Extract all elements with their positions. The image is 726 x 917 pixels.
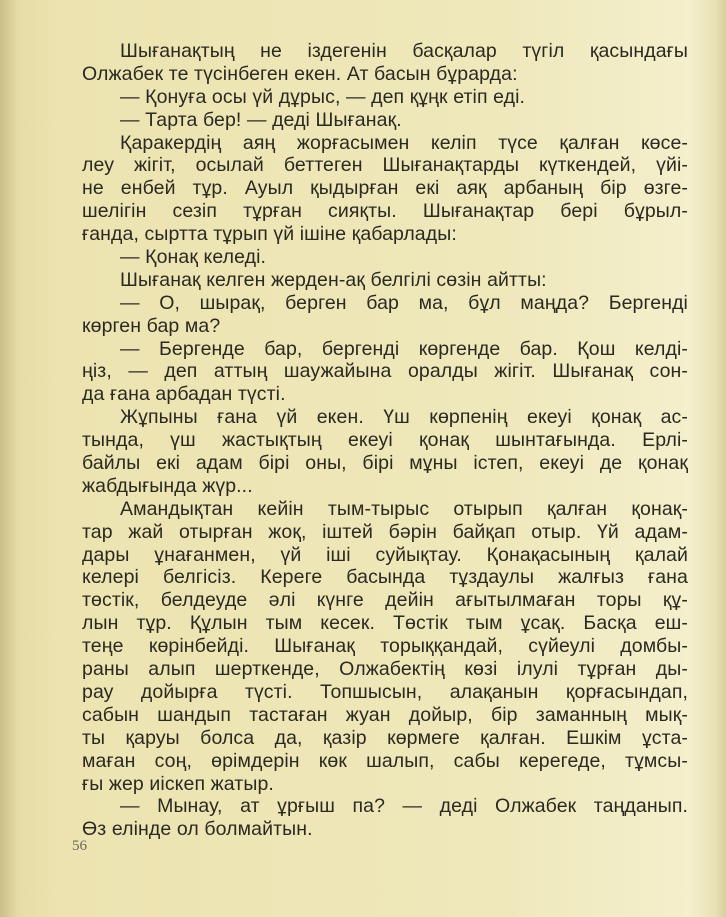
text-line: жабдығында жүр... [82,474,253,497]
text-line: Өз елінде ол болмайтын. [82,818,313,841]
text-line: не енбей тұр. Ауыл қыдырған екі аяқ арбаның бір өзге- [82,177,688,200]
text-line: маған соң, өрімдерін көк шалып, сабы керегеде, тұмсы- [82,749,688,772]
text-line: — Мынау, ат ұрғыш па? — деді Олжабек таңданып. [120,795,688,818]
text-line: келері белгісіз. Кереге басында тұздаулы жалғыз ғана [82,566,688,589]
text-line: дары ұнағанмен, үй іші суйықтау. Қонақасының қалай [82,543,688,566]
text-line: — Қонуға осы үй дұрыс, — деп құңк етіп еді. [120,85,526,108]
text-line: да ғана арбадан түсті. [82,383,286,406]
text-line: Қаракердің аяң жорғасымен келіп түсе қалған көсе- [120,131,688,154]
text-line: шелігін сезіп тұрған сияқты. Шығанақтар бері бұрыл- [82,200,688,223]
text-line: лын тұр. Құлын тым кесек. Төстік тым ұсақ. Басқа еш- [82,612,688,635]
text-line: тар жай отырған жоқ, іштей бәрін байқап отыр. Үй адам- [82,520,688,543]
text-line: Жұпыны ғана үй екен. Үш көрпенің екеуі қонақ ас- [120,406,688,429]
text-line: Шығанақтың не іздегенін басқалар түгіл қасындағы [120,40,688,62]
text-line: сабын шандып тастаған жуан дойыр, бір заманның мық- [82,703,688,726]
text-line: ғы жер иіскеп жатыр. [82,772,274,795]
text-line: — Қонақ келеді. [120,246,267,269]
text-line: Шығанақ келген жерден-ақ белгілі сөзін айтты: [120,268,547,291]
text-line: төстік, белдеуде әлі күнге дейін ағытылмаған торы құ- [82,589,688,612]
text-line: ғанда, сыртта тұрып үй ішіне қабарлады: [82,223,457,246]
page-body-text [82,40,688,841]
text-line: Амандықтан кейін тым-тырыс отырып қалған қонақ- [120,497,688,520]
text-line: байлы екі адам бірі оны, бірі мұны істеп, екеуі де қонақ [82,452,688,475]
text-line: рау дойырға түсті. Топшысын, алақанын қорғасындап, [82,680,688,703]
text-line: — Бергенде бар, бергенді көргенде бар. Қош келді- [120,337,688,360]
text-line: — Тарта бер! — деді Шығанақ. [120,108,402,131]
text-line: Олжабек те түсінбеген екен. Ат басын бұрарда: [82,62,518,85]
text-line: раны алып шерткенде, Олжабектің көзі ілулі тұрған ды- [82,658,688,681]
text-line: леу жігіт, осылай беттеген Шығанақтарды күткендей, үйі- [82,154,688,177]
text-line: — О, шырақ, берген бар ма, бұл маңда? Бергенді [120,291,688,314]
page-number: 56 [72,838,87,854]
text-line: тында, үш жастықтың екеуі қонақ шынтағында. Ерлі- [82,429,688,452]
text-line: ты қаруы болса да, қазір көрмеге қалған. Ешкім ұста- [82,726,688,749]
text-line: көрген бар ма? [82,314,221,337]
text-line: теңе көрінбейді. Шығанақ торыққандай, сүйеулі домбы- [82,635,688,658]
text-line: ңіз, — деп аттың шаужайына оралды жігіт. Шығанақ сон- [82,360,688,383]
